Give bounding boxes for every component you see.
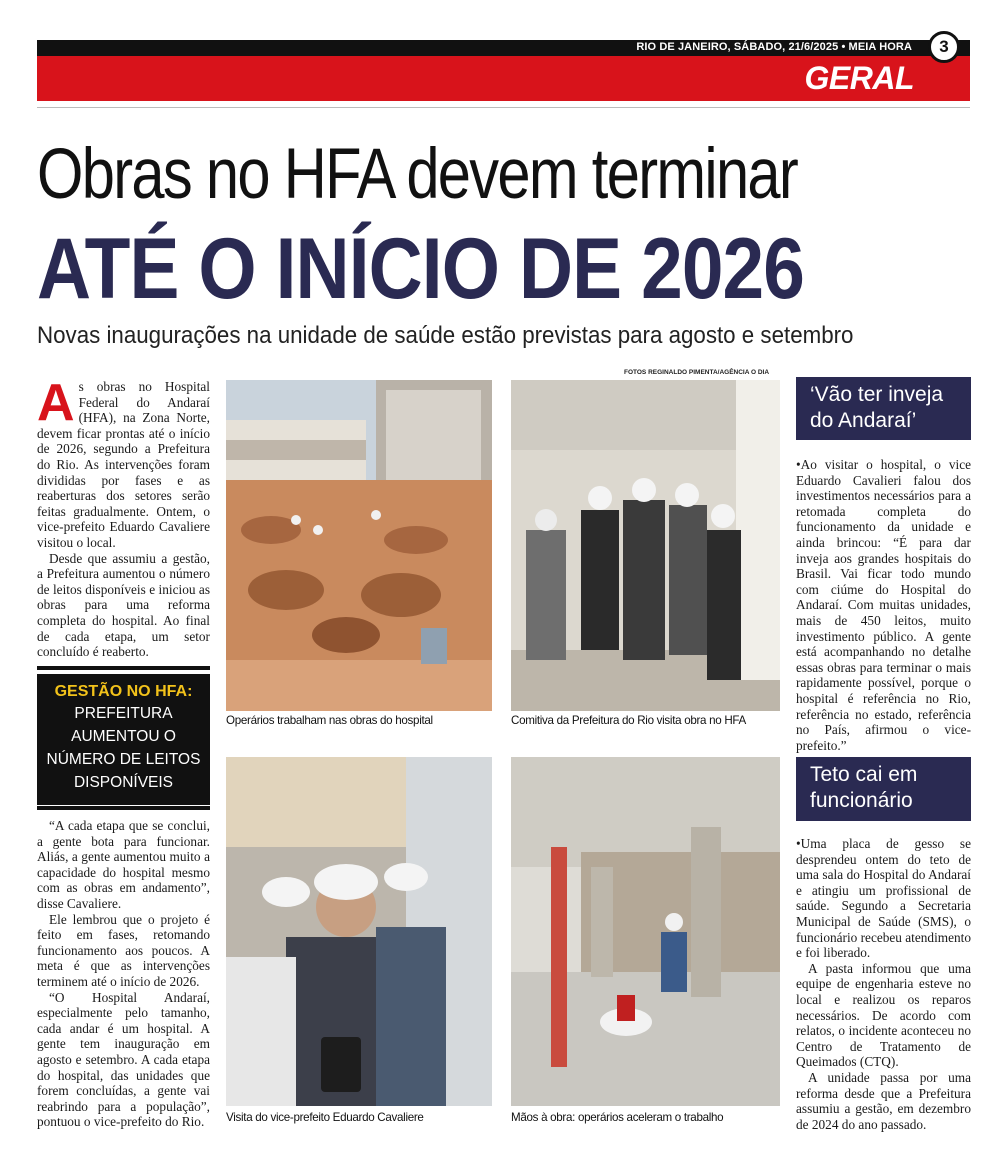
sidebar-paragraph: •Ao visitar o hospital, o vice Eduardo Cavalieri falou dos investimentos necessários para a retomada completa do funcionamento da unidade e ainda brincou: “É para dar inveja aos grandes hospitais do Brasil. Vai ficar todo mundo com ciúme do Hospital do Andaraí. Com muitas unidades, mais de 450 leitos, muito investimento público. A gente está acompanhando no detalhe essas obras para terminar o mais rapidamente possível, porque o hospital é referência no Rio, referência no estado, referência no País, afirmou o vice-prefeito.”	[796, 457, 971, 753]
photo-workers	[511, 757, 780, 1106]
sidebar-paragraph: •Uma placa de gesso se desprendeu ontem do teto de uma sala do Hospital do Andaraí e atingiu um profissional de saúde. Segundo a Secretaria Municipal de Saúde (SMS), o funcionário recebeu atendimento e foi liberado.	[796, 836, 971, 961]
article-column-1-top	[37, 374, 210, 660]
page-number: 3	[928, 31, 960, 63]
photo-caption: Mãos à obra: operários aceleram o trabalho	[511, 1111, 724, 1124]
article-paragraph: “A cada etapa que se conclui, a gente bota para funcionar. Aliás, a gente aumentou muito a capacidade do hospital mesmo com as obras em andamento”, disse Cavaliere.	[37, 818, 210, 911]
header-divider	[37, 107, 970, 108]
photo-caption: Operários trabalham nas obras do hospital	[226, 714, 433, 727]
photo-caption: Visita do vice-prefeito Eduardo Cavaliere	[226, 1111, 424, 1124]
subheadline: Novas inaugurações na unidade de saúde estão previstas para agosto e setembro	[37, 322, 854, 349]
pullquote-text: PREFEITURA AUMENTOU O NÚMERO DE LEITOS DISPONÍVEIS	[46, 705, 201, 791]
article-column-1-bottom	[37, 818, 210, 1130]
headline-line-1: Obras no HFA devem terminar	[37, 135, 798, 214]
dateline: RIO DE JANEIRO, SÁBADO, 21/6/2025 • MEIA HORA	[636, 41, 912, 53]
paragraph-text: s obras no Hospital Federal do Andaraí (HFA), na Zona Norte, devem ficar prontas até o início de 2026, segundo a Prefeitura do Rio. As intervenções foram divididas por fases e as reaberturas dos setores serão feitas gradualmente. Ontem, o vice-prefeito Eduardo Cavaliere visitou o local.	[37, 379, 210, 550]
headline-line-2: ATÉ O INÍCIO DE 2026	[37, 221, 805, 317]
sidebar-paragraph: A pasta informou que uma equipe de engenharia esteve no local e realizou os reparos necessários. De acordo com relatos, o incidente aconteceu no Centro de Tratamento de Queimados (CTQ).	[796, 960, 971, 1070]
article-paragraph: Ele lembrou que o projeto é feito em fases, retomando funcionamento aos poucos. A meta é que as intervenções terminem até o início de 2026.	[37, 911, 210, 989]
pullquote-box	[37, 674, 210, 805]
sidebar-heading: Teto cai em funcionário	[796, 757, 971, 821]
article-paragraph	[37, 374, 210, 551]
top-bar	[37, 40, 970, 56]
photo-credit: FOTOS REGINALDO PIMENTA/AGÊNCIA O DIA	[624, 369, 770, 376]
photo-vice-mayor	[226, 757, 492, 1106]
photo-caption: Comitiva da Prefeitura do Rio visita obra no HFA	[511, 714, 746, 727]
photo-excavation	[226, 380, 492, 711]
pullquote-title: GESTÃO NO HFA:	[54, 683, 193, 700]
drop-cap: A	[37, 374, 75, 432]
pullquote-rule-top	[37, 666, 210, 670]
sidebar-text	[796, 457, 971, 753]
sidebar-paragraph: A unidade passa por uma reforma desde que a Prefeitura assumiu a gestão, em dezembro de 2024 do ano passado.	[796, 1069, 971, 1132]
pullquote-rule-bottom	[37, 806, 210, 810]
article-paragraph: “O Hospital Andaraí, especialmente pelo tamanho, cada andar é um hospital. A gente tem inauguração em agosto e setembro. A cada etapa do hospital, das unidades que forem concluídas, a gente vai reabrindo para a população”, pontuou o vice-prefeito do Rio.	[37, 989, 210, 1130]
sidebar-heading: ‘Vão ter inveja do Andaraí’	[796, 377, 971, 440]
sidebar-text	[796, 836, 971, 1132]
photo-delegation	[511, 380, 780, 711]
article-paragraph: Desde que assumiu a gestão, a Prefeitura aumentou o número de leitos disponíveis e iniciou as obras para uma reforma completa do hospital. Ao final de cada etapa, um setor concluído é reaberto.	[37, 550, 210, 660]
section-name: GERAL	[804, 60, 914, 96]
section-bar	[37, 56, 970, 101]
